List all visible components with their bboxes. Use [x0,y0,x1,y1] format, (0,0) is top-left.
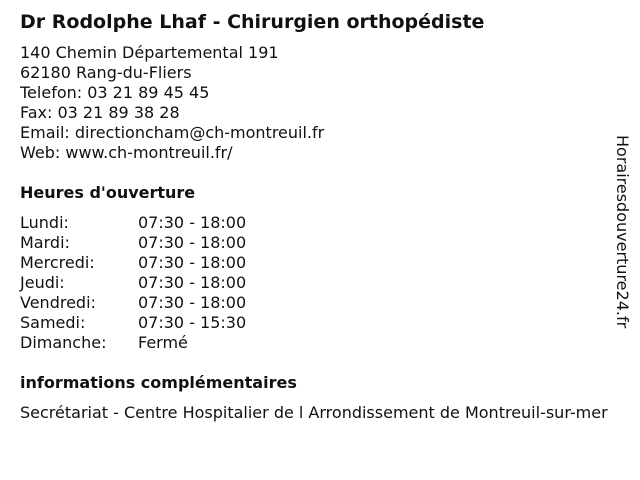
hours-row-tuesday [20,233,246,253]
website: Web: www.ch-montreuil.fr/ [20,143,233,162]
time-range: 07:30 - 18:00 [138,293,247,312]
time-range: Fermé [138,333,188,352]
page-title: Dr Rodolphe Lhaf - Chirurgien orthopédiste [20,11,485,33]
day-label: Samedi: [20,313,86,332]
additional-info-heading: informations complémentaires [20,373,297,392]
hours-row-wednesday [20,253,246,273]
additional-info-text: Secrétariat - Centre Hospitalier de l Arrondissement de Montreuil-sur-mer [20,403,608,422]
fax-number: Fax: 03 21 89 38 28 [20,103,180,122]
hours-row-monday [20,213,246,233]
day-label: Mercredi: [20,253,95,272]
time-range: 07:30 - 18:00 [138,273,247,292]
day-label: Lundi: [20,213,69,232]
address-city: 62180 Rang-du-Fliers [20,63,192,82]
day-label: Mardi: [20,233,70,252]
hours-row-sunday [20,333,246,353]
time-range: 07:30 - 18:00 [138,213,247,232]
day-label: Vendredi: [20,293,96,312]
time-range: 07:30 - 18:00 [138,253,247,272]
email-address: Email: directioncham@ch-montreuil.fr [20,123,325,142]
time-range: 07:30 - 15:30 [138,313,247,332]
site-watermark: Horairesdouverture24.fr [613,135,632,329]
address-street: 140 Chemin Départemental 191 [20,43,279,62]
opening-hours-list [20,213,246,353]
hours-row-thursday [20,273,246,293]
day-label: Dimanche: [20,333,107,352]
opening-hours-heading: Heures d'ouverture [20,183,196,202]
phone-number: Telefon: 03 21 89 45 45 [20,83,210,102]
time-range: 07:30 - 18:00 [138,233,247,252]
hours-row-saturday [20,313,246,333]
hours-row-friday [20,293,246,313]
contact-block [20,43,324,163]
day-label: Jeudi: [20,273,65,292]
